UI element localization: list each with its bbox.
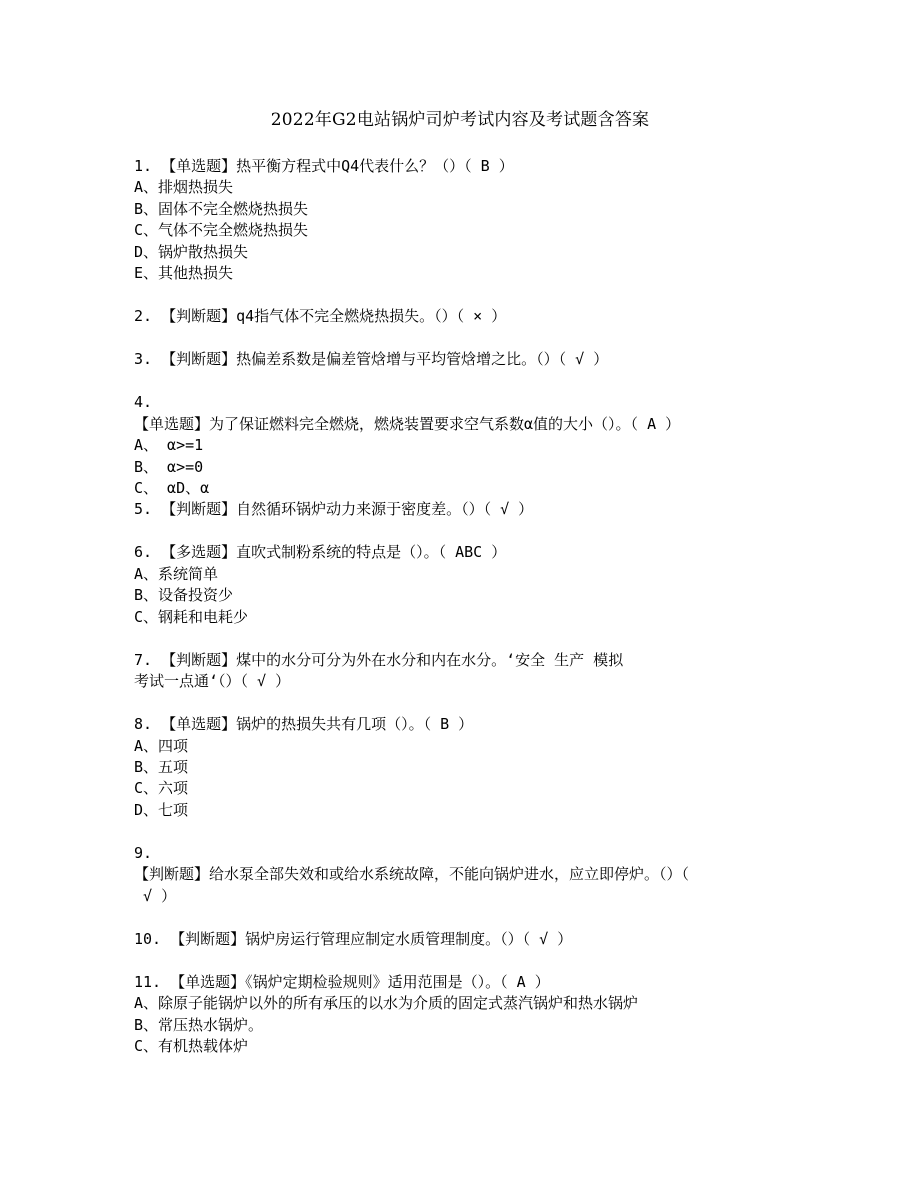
question-6: 6. 【多选题】直吹式制粉系统的特点是（）。（ ABC ） — [134, 543, 507, 561]
option-line: B、固体不完全燃烧热损失 — [134, 200, 309, 218]
question-3: 3. 【判断题】热偏差系数是偏差管焓增与平均管焓增之比。（）（ √ ） — [134, 350, 609, 368]
option-line: B、常压热水锅炉。 — [134, 1016, 264, 1034]
question-9: 【判断题】给水泵全部失效和或给水系统故障，不能向锅炉进水，应立即停炉。（）（ — [134, 865, 690, 883]
option-line: C、 αD、α — [134, 479, 210, 497]
option-line: C、气体不完全燃烧热损失 — [134, 221, 309, 239]
option-line: C、有机热载体炉 — [134, 1037, 249, 1055]
option-line: A、 α>=1 — [134, 436, 204, 454]
question-1: 1. 【单选题】热平衡方程式中Q4代表什么？（）（ B ） — [134, 157, 514, 175]
question-5: 5. 【判断题】自然循环锅炉动力来源于密度差。（）（ √ ） — [134, 500, 534, 518]
option-line: D、锅炉散热损失 — [134, 243, 249, 261]
question-8: 8. 【单选题】锅炉的热损失共有几项（）。（ B ） — [134, 715, 474, 733]
option-line: A、系统简单 — [134, 565, 219, 583]
option-line: B、 α>=0 — [134, 458, 204, 476]
question-10: 10. 【判断题】锅炉房运行管理应制定水质管理制度。（）（ √ ） — [134, 930, 573, 948]
option-line: E、其他热损失 — [134, 264, 234, 282]
option-line: C、六项 — [134, 779, 189, 797]
option-line: A、排烟热损失 — [134, 178, 234, 196]
question-9-continued: √ ） — [134, 887, 177, 905]
option-line: B、设备投资少 — [134, 586, 234, 604]
question-11: 11. 【单选题】《锅炉定期检验规则》适用范围是（）。（ A ） — [134, 973, 550, 991]
question-9-number: 9. — [134, 844, 153, 862]
option-line: D、七项 — [134, 801, 189, 819]
question-7-continued: 考试一点通‘（）（ √ ） — [134, 672, 291, 690]
document-title: 2022年G2电站锅炉司炉考试内容及考试题含答案 — [270, 110, 650, 130]
question-2: 2. 【判断题】q4指气体不完全燃烧热损失。（）（ × ） — [134, 307, 507, 325]
option-line: B、五项 — [134, 758, 189, 776]
option-line: A、四项 — [134, 737, 189, 755]
question-7: 7. 【判断题】煤中的水分可分为外在水分和内在水分。‘安全 生产 模拟 — [134, 651, 624, 669]
question-4-number: 4. — [134, 393, 153, 411]
question-4: 【单选题】为了保证燃料完全燃烧，燃烧装置要求空气系数α值的大小（）。（ A ） — [134, 415, 681, 433]
option-line: A、除原子能锅炉以外的所有承压的以水为介质的固定式蒸汽锅炉和热水锅炉 — [134, 994, 639, 1012]
option-line: C、钢耗和电耗少 — [134, 608, 249, 626]
